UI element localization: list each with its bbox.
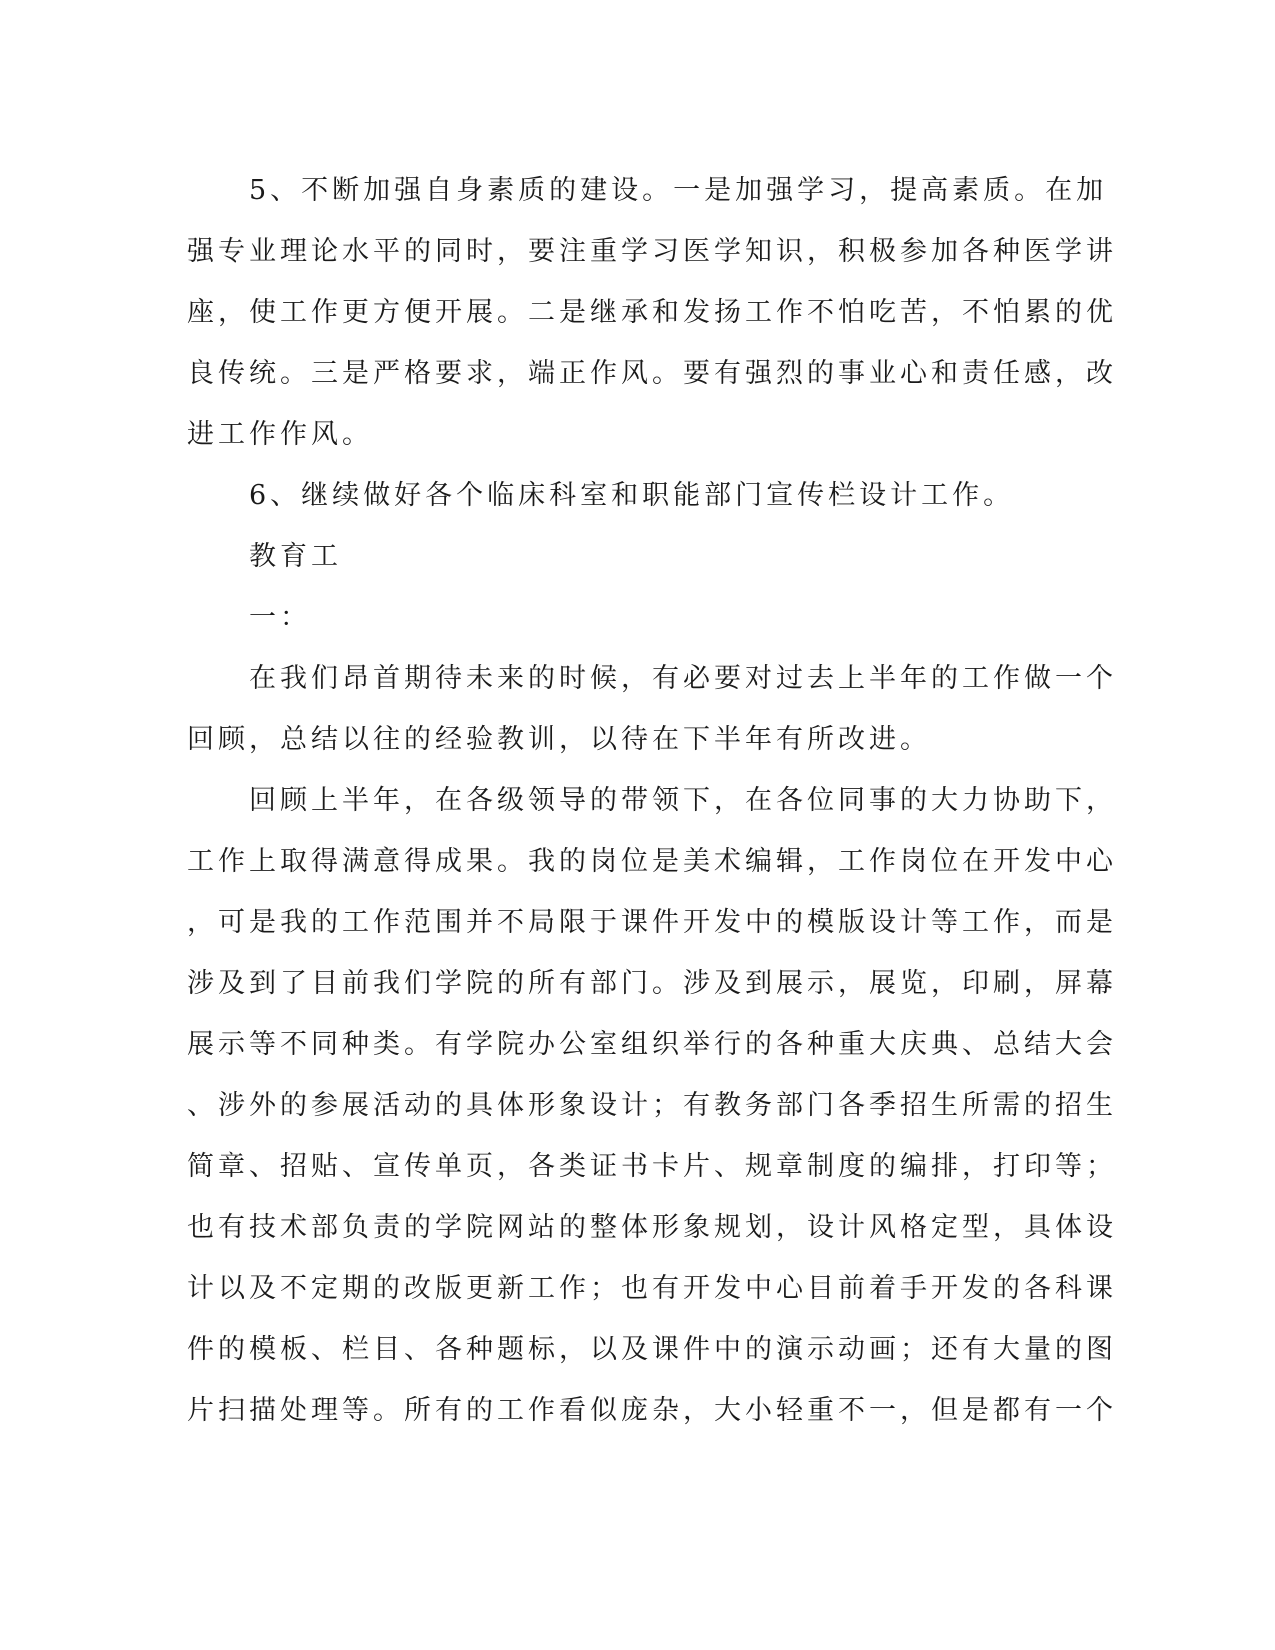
section-subheading: 一： xyxy=(187,602,311,633)
text-line: 回顾上半年，在各级领导的带领下，在各位同事的大力协助下， xyxy=(187,785,1117,816)
text-line: ，可是我的工作范围并不局限于课件开发中的模版设计等工作，而是 xyxy=(187,907,1117,938)
text-line: 在我们昂首期待未来的时候，有必要对过去上半年的工作做一个 xyxy=(187,663,1117,694)
document-body xyxy=(187,160,1117,1441)
text-line: 片扫描处理等。所有的工作看似庞杂，大小轻重不一，但是都有一个 xyxy=(187,1395,1117,1426)
text-line: 展示等不同种类。有学院办公室组织举行的各种重大庆典、总结大会 xyxy=(187,1029,1117,1060)
text-line: 简章、招贴、宣传单页，各类证书卡片、规章制度的编排，打印等； xyxy=(187,1151,1117,1182)
text-line: 件的模板、栏目、各种题标，以及课件中的演示动画；还有大量的图 xyxy=(187,1334,1117,1365)
text-line: 工作上取得满意得成果。我的岗位是美术编辑，工作岗位在开发中心 xyxy=(187,846,1117,877)
text-line: 6、继续做好各个临床科室和职能部门宣传栏设计工作。 xyxy=(187,480,1015,511)
text-line: 也有技术部负责的学院网站的整体形象规划，设计风格定型，具体设 xyxy=(187,1212,1117,1243)
text-line: 计以及不定期的改版更新工作；也有开发中心目前着手开发的各科课 xyxy=(187,1273,1117,1304)
section-heading: 教育工 xyxy=(187,541,342,572)
text-line: 、涉外的参展活动的具体形象设计；有教务部门各季招生所需的招生 xyxy=(187,1090,1117,1121)
text-line: 进工作作风。 xyxy=(187,419,373,450)
text-line: 座，使工作更方便开展。二是继承和发扬工作不怕吃苦，不怕累的优 xyxy=(187,297,1117,328)
text-line: 回顾，总结以往的经验教训，以待在下半年有所改进。 xyxy=(187,724,931,755)
text-line: 涉及到了目前我们学院的所有部门。涉及到展示，展览，印刷，屏幕 xyxy=(187,968,1117,999)
text-line: 良传统。三是严格要求，端正作风。要有强烈的事业心和责任感，改 xyxy=(187,358,1117,389)
text-line: 强专业理论水平的同时，要注重学习医学知识，积极参加各种医学讲 xyxy=(187,236,1117,267)
text-line: 5、不断加强自身素质的建设。一是加强学习，提高素质。在加 xyxy=(187,175,1108,206)
